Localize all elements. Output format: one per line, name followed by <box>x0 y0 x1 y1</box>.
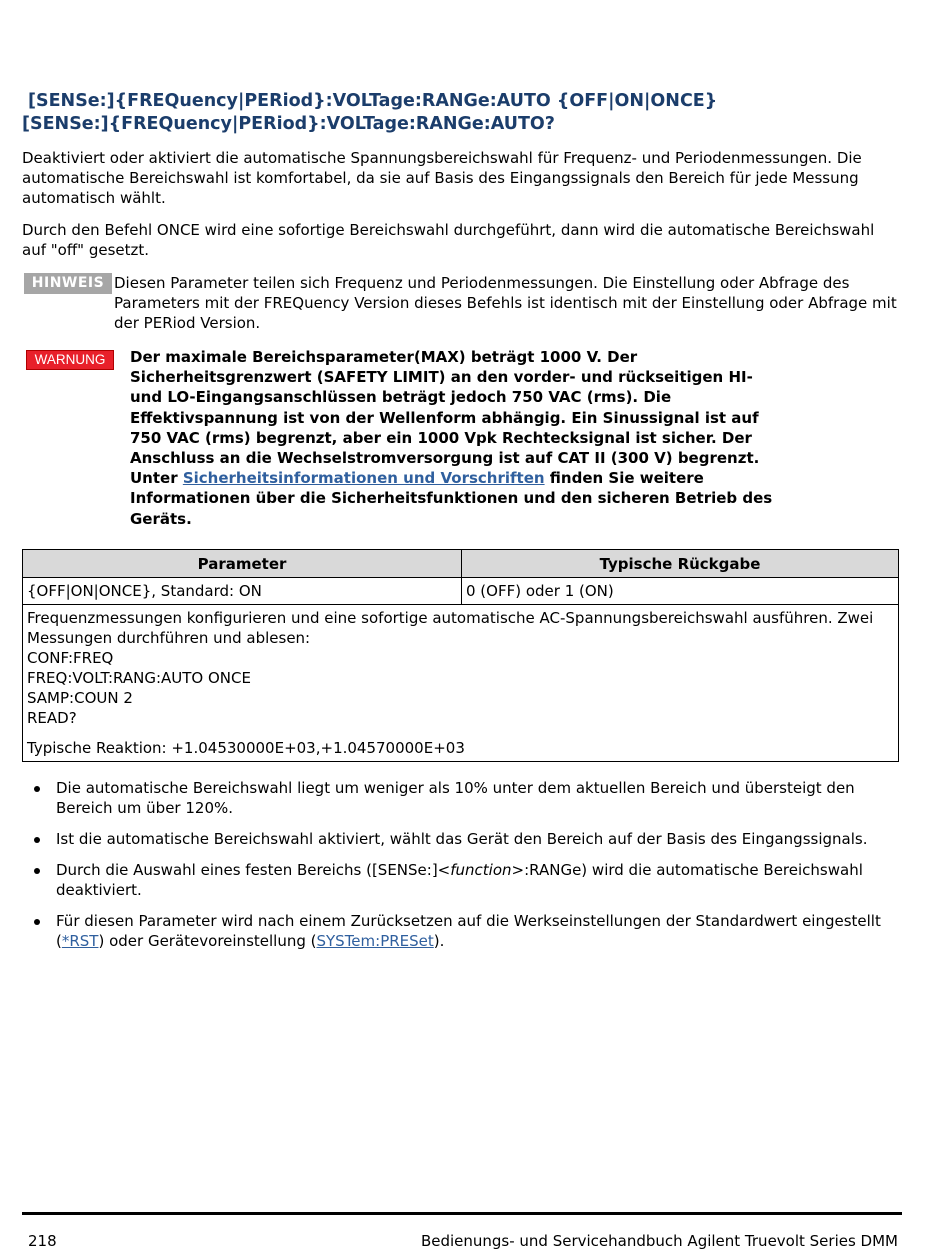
example-command: FREQ:VOLT:RANG:AUTO ONCE <box>27 669 251 687</box>
example-command: CONF:FREQ <box>27 649 114 667</box>
parameter-table <box>22 549 899 762</box>
cell-parameter: {OFF|ON|ONCE}, Standard: ON <box>23 578 462 605</box>
bullet-icon <box>34 868 40 874</box>
example-cell <box>23 605 899 762</box>
header-parameter: Parameter <box>23 550 462 578</box>
list-item-text-after: >:RANGe) wird die automatische Bereichswahl deaktiviert. <box>56 861 863 899</box>
warning-text-before: Der maximale Bereichsparameter(MAX) beträgt 1000 V. Der Sicherheitsgrenzwert (SAFETY LIMIT) an den vorder- und rückseitigen HI- und LO-Eingangsanschlüssen beträgt jedoch 750 VAC (rms). Die Effektivspannung ist von der Wellenform abhängig. Ein Sinussignal ist auf 750 VAC (rms) begrenzt, aber ein 1000 Vpk Rechtecksignal ist sicher. Der Anschluss an die Wechselstromversorgung ist auf CAT II (300 V) begrenzt. Unter <box>130 348 760 488</box>
cell-typical-return: 0 (OFF) oder 1 (ON) <box>462 578 899 605</box>
note-badge: HINWEIS <box>24 273 112 294</box>
warning-badge: WARNUNG <box>26 350 114 370</box>
list-item-text: Die automatische Bereichswahl liegt um weniger als 10% unter dem aktuellen Bereich und übersteigt den Bereich um über 120%. <box>56 779 855 817</box>
table-row <box>23 578 899 605</box>
example-intro: Frequenzmessungen konfigurieren und eine sofortige automatische AC-Spannungsbereichswahl ausführen. Zwei Messungen durchführen und ablesen: <box>27 609 874 647</box>
bullet-icon <box>34 919 40 925</box>
warning-text <box>130 347 790 529</box>
list-item-text-before: Für diesen Parameter wird nach einem Zurücksetzen auf die Werkseinstellungen der Standardwert eingestellt ( <box>56 912 881 950</box>
once-paragraph: Durch den Befehl ONCE wird eine sofortige Bereichswahl durchgeführt, dann wird die automatische Bereichswahl auf "off" gesetzt. <box>22 221 875 259</box>
bullet-icon <box>34 837 40 843</box>
manual-title: Bedienungs- und Servicehandbuch Agilent Truevolt Series DMM <box>420 1232 898 1250</box>
header-typical-return: Typische Rückgabe <box>462 550 899 578</box>
example-command: SAMP:COUN 2 <box>27 689 133 707</box>
page-number: 218 <box>28 1232 57 1250</box>
list-item <box>22 911 900 951</box>
example-spacer <box>27 728 894 738</box>
list-item-text-after: ). <box>433 932 445 950</box>
list-item-text: Ist die automatische Bereichswahl aktiviert, wählt das Gerät den Bereich auf der Basis des Eingangssignals. <box>56 830 868 848</box>
list-item-text-mid: ) oder Gerätevoreinstellung ( <box>98 932 317 950</box>
warning-text-after: finden Sie weitere Informationen über die Sicherheitsfunktionen und den sicheren Betrieb des Geräts. <box>130 469 773 528</box>
remarks-list <box>22 778 900 962</box>
command-heading <box>22 90 902 136</box>
system-preset-link[interactable]: SYSTem:PRESet <box>316 932 434 950</box>
list-item <box>22 778 900 818</box>
description-paragraph: Deaktiviert oder aktiviert die automatische Spannungsbereichswahl für Frequenz- und Periodenmessungen. Die automatische Bereichswahl ist komfortabel, da sie auf Basis des Eingangssignals den Bereich für jede Messung automatisch wählt. <box>22 149 862 207</box>
heading-line-2: [SENSe:]{FREQuency|PERiod}:VOLTage:RANGe:AUTO? <box>22 114 555 134</box>
example-response: Typische Reaktion: +1.04530000E+03,+1.04570000E+03 <box>27 739 465 757</box>
safety-info-link[interactable]: Sicherheitsinformationen und Vorschriften <box>182 469 545 488</box>
function-placeholder: function <box>450 861 512 879</box>
list-item <box>22 860 900 900</box>
table-header-row <box>23 550 899 578</box>
table-example-row <box>23 605 899 762</box>
list-item <box>22 829 900 849</box>
footer-divider <box>22 1212 902 1215</box>
list-item-text-before: Durch die Auswahl eines festen Bereichs ([SENSe:]< <box>56 861 451 879</box>
note-text: Diesen Parameter teilen sich Frequenz und Periodenmessungen. Die Einstellung oder Abfrage des Parameters mit der FREQuency Version dieses Befehls ist identisch mit der Einstellung oder Abfrage mit der PERiod Version. <box>114 274 897 332</box>
bullet-icon <box>34 786 40 792</box>
heading-line-1: [SENSe:]{FREQuency|PERiod}:VOLTage:RANGe:AUTO {OFF|ON|ONCE} <box>28 91 718 111</box>
rst-link[interactable]: *RST <box>61 932 99 950</box>
example-command: READ? <box>27 709 77 727</box>
